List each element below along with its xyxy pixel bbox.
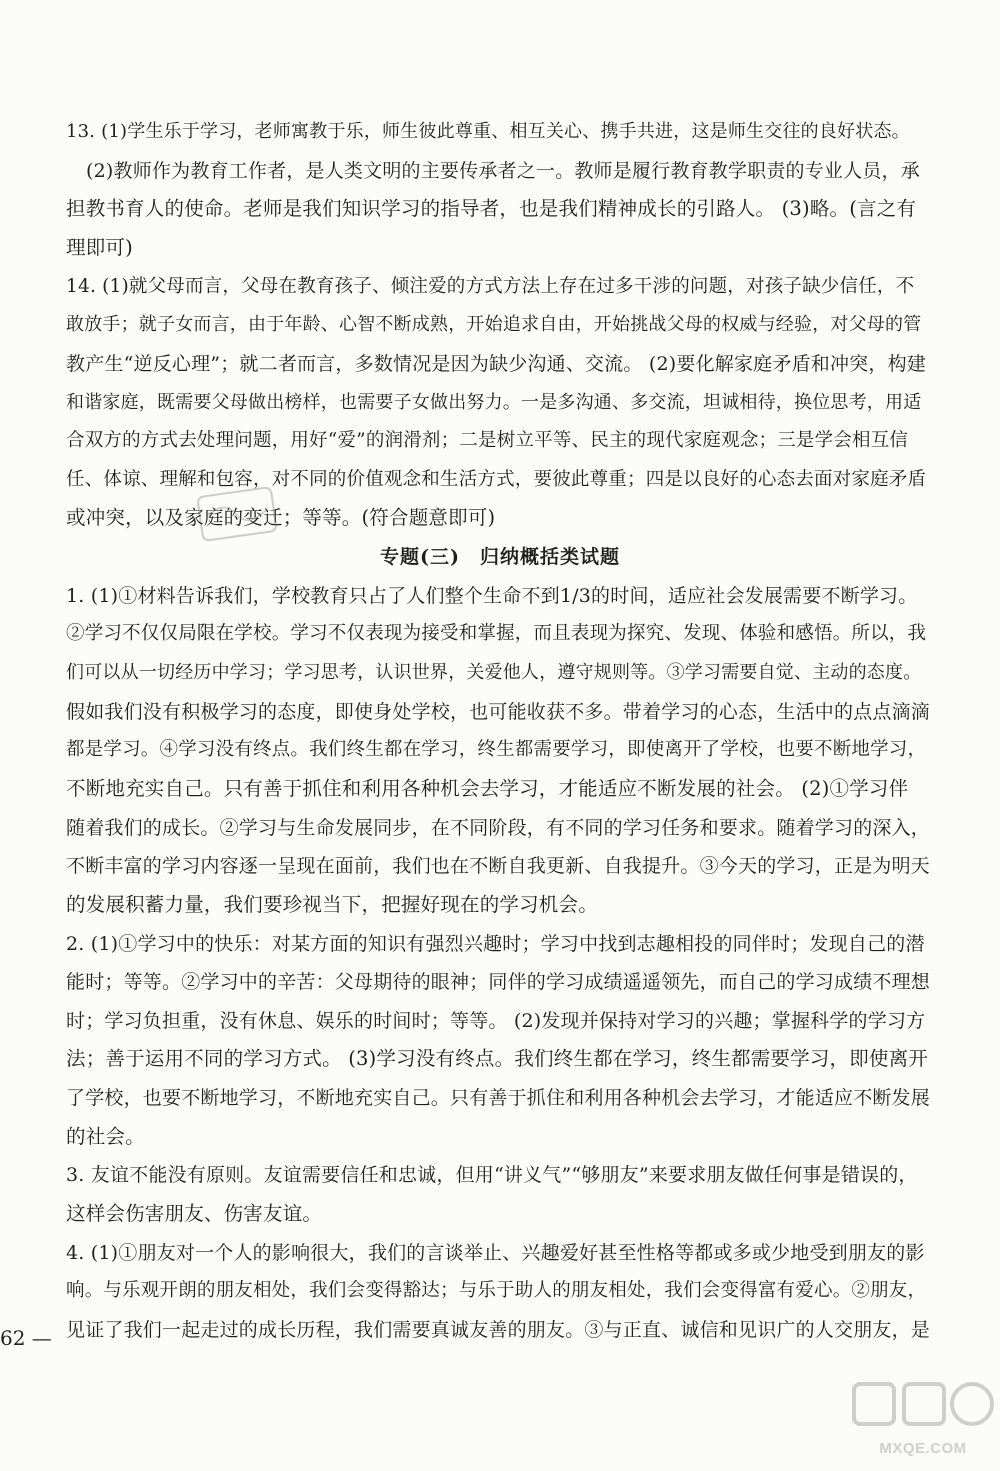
text-line: 的社会。: [66, 1125, 145, 1148]
text-line: 不断丰富的学习内容逐一呈现在面前，我们也在不断自我更新、自我提升。③今天的学习，正是为明天: [66, 855, 931, 877]
text-line: 不断地充实自己。只有善于抓住和利用各种机会去学习，才能适应不断发展的社会。 (2)①学习伴: [66, 777, 909, 800]
watermark-url: MXQE.COM: [879, 1440, 967, 1457]
text-line: 2. (1)①学习中的快乐：对某方面的知识有强烈兴趣时；学习中找到志趣相投的同伴时；发现自己的潜: [66, 933, 925, 955]
text-line: 3. 友谊不能没有原则。友谊需要信任和忠诚，但用“讲义气”“够朋友”来要求朋友做任何事是错误的，: [66, 1164, 918, 1186]
text-line: 都是学习。④学习没有终点。我们终生都在学习，终生都需要学习，即使离开了学校，也要不断地学习，: [66, 739, 927, 760]
text-line: 们可以从一切经历中学习；学习思考，认识世界，关爱他人，遵守规则等。③学习需要自觉、主动的态度。: [66, 662, 922, 683]
text-line: 合双方的方式去处理问题，用好“爱”的润滑剂；二是树立平等、民主的现代家庭观念；三是学会相互信: [66, 430, 909, 451]
watermark-logo-icon: [848, 1378, 998, 1466]
text-line: 4. (1)①朋友对一个人的影响很大，我们的言谈举止、兴趣爱好甚至性格等都或多或少地受到朋友的影: [66, 1242, 925, 1264]
text-line: 和谐家庭，既需要父母做出榜样，也需要子女做出努力。一是多沟通、多交流，坦诚相待，换位思考，用适: [66, 392, 922, 413]
text-line: 假如我们没有积极学习的态度，即使身处学校，也可能收获不多。带着学习的心态，生活中的点点滴滴: [66, 701, 931, 723]
text-line: (2)教师作为教育工作者，是人类文明的主要传承者之一。教师是履行教育教学职责的专业人员，承: [86, 160, 920, 182]
text-line: 理即可): [66, 236, 133, 259]
text-line: 14. (1)就父母而言，父母在教育孩子、倾注爱的方式方法上存在过多干涉的问题，对孩子缺少信任，不: [66, 276, 915, 297]
text-line: 敢放手；就子女而言，由于年龄、心智不断成熟，开始追求自由，开始挑战父母的权威与经验，对父母的管: [66, 314, 922, 335]
text-line: 见证了我们一起走过的成长历程，我们需要真诚友善的朋友。③与正直、诚信和见识广的人交朋友，是: [66, 1319, 931, 1341]
text-line: ②学习不仅仅局限在学校。学习不仅表现为接受和掌握，而且表现为探究、发现、体验和感悟。所以，我: [66, 623, 927, 644]
section-heading: 专题(三) 归纳概括类试题: [380, 546, 620, 568]
text-line: 随着我们的成长。②学习与生命发展同步，在不同阶段，有不同的学习任务和要求。随着学习的深入，: [66, 817, 931, 839]
text-line: 任、体谅、理解和包容，对不同的价值观念和生活方式，要彼此尊重；四是以良好的心态去面对家庭矛盾: [66, 469, 927, 490]
text-line: 法；善于运用不同的学习方式。 (3)学习没有终点。我们终生都在学习，终生都需要学习，即使离开: [66, 1047, 929, 1070]
text-line: 或冲突，以及家庭的变迁；等等。(符合题意即可): [66, 506, 496, 529]
text-line: 时；学习负担重，没有休息、娱乐的时间时；等等。 (2)发现并保持对学习的兴趣；掌握科学的学习方: [66, 1010, 926, 1032]
text-line: 了学校，也要不断地学习，不断地充实自己。只有善于抓住和利用各种机会去学习，才能适应不断发展: [66, 1087, 931, 1109]
text-line: 能时；等等。②学习中的辛苦：父母期待的眼神；同伴的学习成绩遥遥领先，而自己的学习成绩不理想: [66, 971, 931, 993]
text-line: 13. (1)学生乐于学习，老师寓教于乐，师生彼此尊重、相互关心、携手共进，这是师生交往的良好状态。: [66, 121, 910, 142]
text-line: 教产生“逆反心理”；就二者而言，多数情况是因为缺少沟通、交流。 (2)要化解家庭矛盾和冲突，构建: [66, 353, 926, 375]
text-line: 1. (1)①材料告诉我们，学校教育只占了人们整个生命不到1/3的时间，适应社会发展需要不断学习。: [66, 585, 918, 607]
text-line: 的发展积蓄力量，我们要珍视当下，把握好现在的学习机会。: [66, 893, 598, 916]
page-number: 62 —: [0, 1326, 52, 1350]
text-line: 这样会伤害朋友、伤害友谊。: [66, 1202, 323, 1225]
stamp-mark-icon: [196, 486, 278, 542]
text-line: 担教书育人的使命。老师是我们知识学习的指导者，也是我们精神成长的引路人。 (3)略。(言之有: [66, 197, 917, 220]
text-line: 响。与乐观开朗的朋友相处，我们会变得豁达；与乐于助人的朋友相处，我们会变得富有爱心。②朋友，: [66, 1280, 927, 1301]
